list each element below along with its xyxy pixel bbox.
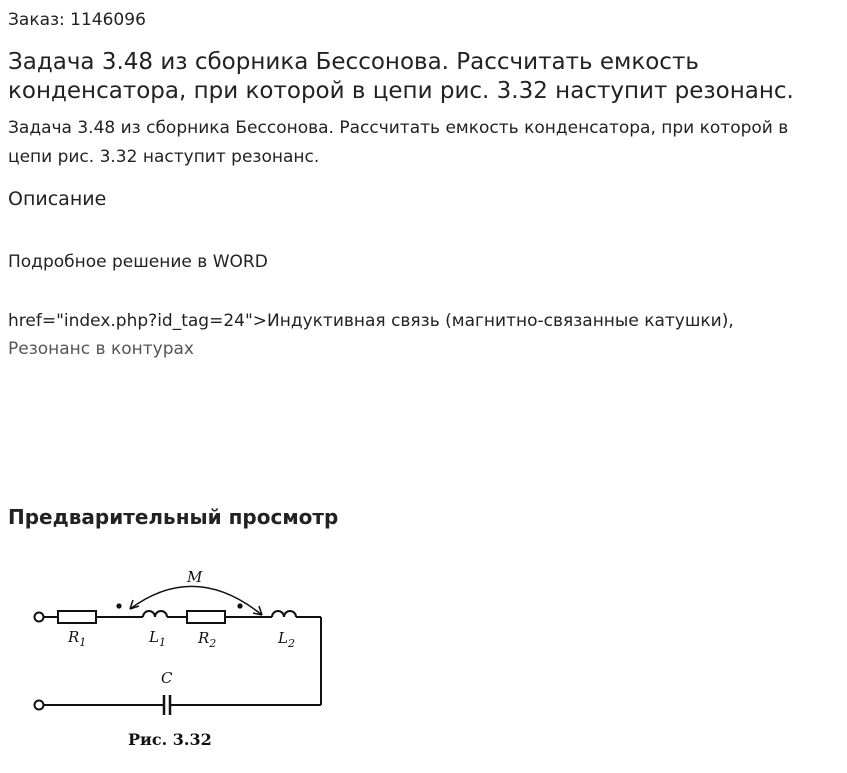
solution-format-text: Подробное решение в WORD (8, 252, 268, 272)
polarity-dot-l2 (237, 603, 242, 608)
circuit-figure (30, 563, 330, 758)
inductor-l1 (143, 611, 167, 617)
label-m: M (187, 568, 203, 586)
input-terminal-bottom (35, 701, 44, 710)
resistor-r2 (187, 611, 225, 623)
description-label: Описание (8, 188, 107, 210)
label-r1: $R_1$ (68, 628, 87, 649)
tag-link-resonance[interactable]: Резонанс в контурах (8, 339, 194, 359)
label-l2: $L_2$ (278, 629, 295, 650)
input-terminal-top (35, 613, 44, 622)
circuit-diagram (30, 563, 330, 758)
label-l1: $L_1$ (149, 628, 166, 649)
order-number: Заказ: 1146096 (8, 10, 146, 30)
tags-block (8, 307, 843, 363)
page-title: Задача 3.48 из сборника Бессонова. Рассчитать емкость конденсатора, при которой в цепи рис. 3.32 наступит резонанс. (8, 49, 794, 104)
polarity-dot-l1 (116, 603, 121, 608)
label-c: C (161, 669, 173, 687)
task-description: Задача 3.48 из сборника Бессонова. Рассчитать емкость конденсатора, при которой в цепи рис. 3.32 наступит резонанс. (8, 118, 789, 167)
inductor-l2 (272, 611, 296, 617)
label-r2: $R_2$ (198, 629, 217, 650)
figure-caption: Рис. 3.32 (128, 730, 212, 749)
preview-heading: Предварительный просмотр (8, 505, 339, 529)
tag-raw-text: href="index.php?id_tag=24">Индуктивная связь (магнитно-связанные катушки), (8, 311, 734, 331)
resistor-r1 (58, 611, 96, 623)
